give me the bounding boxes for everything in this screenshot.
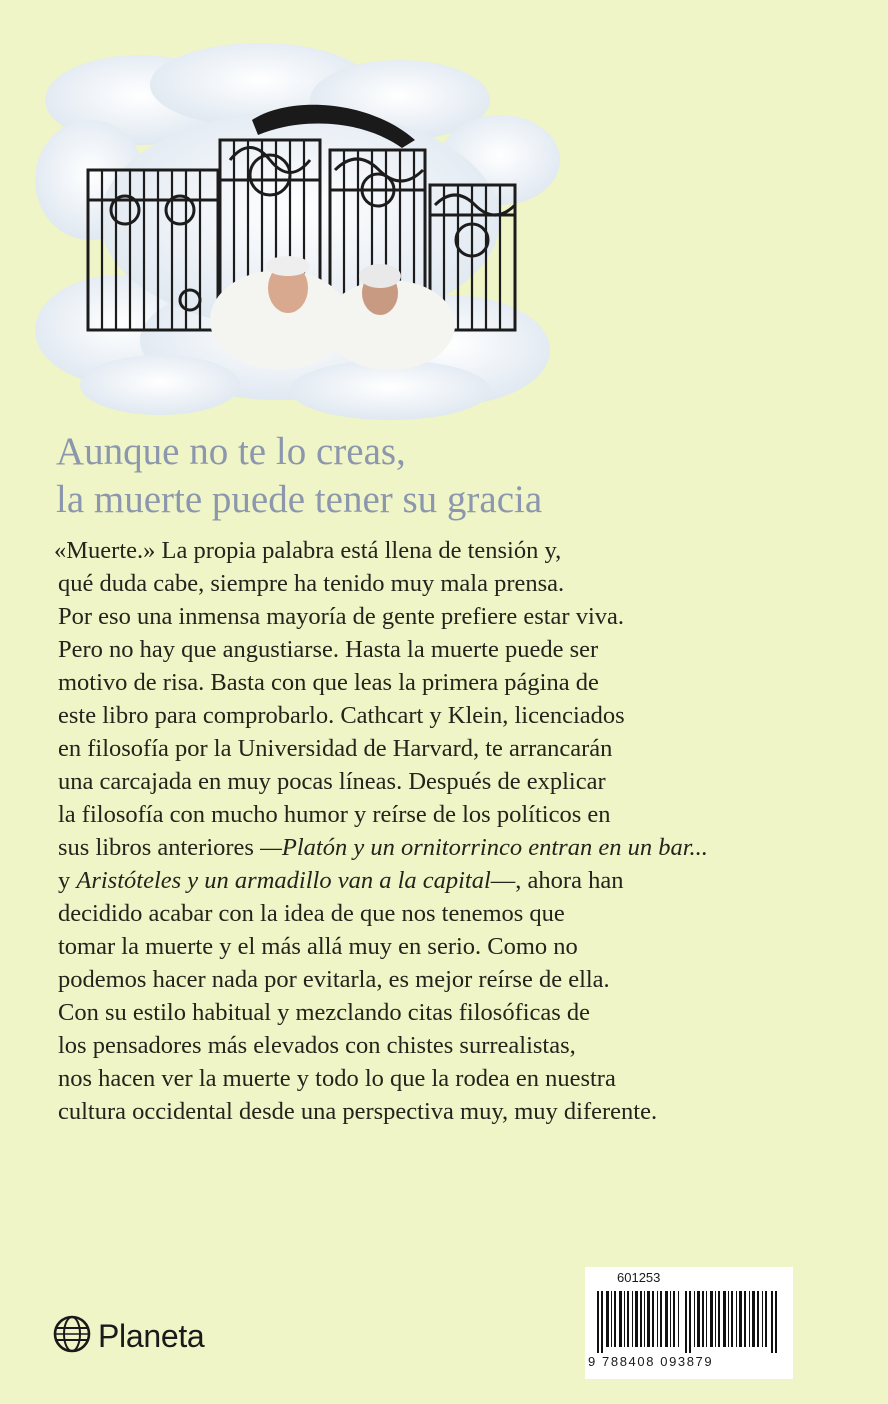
synopsis-line: Pero no hay que angustiarse. Hasta la muerte puede ser (58, 636, 599, 663)
synopsis-line: «Muerte.» La propia palabra está llena de tensión y, (54, 537, 562, 564)
book-title-platon: —Platón y un ornitorrinco entran en un bar... (260, 834, 708, 861)
barcode-bars (595, 1291, 785, 1353)
barcode-code: 601253 (617, 1270, 661, 1285)
synopsis-line: motivo de risa. Basta con que leas la primera página de (58, 669, 599, 696)
synopsis-text: —, ahora han (490, 867, 624, 894)
headline (56, 428, 836, 524)
synopsis-line: cultura occidental desde una perspectiva muy, muy diferente. (58, 1098, 658, 1125)
synopsis-line: Con su estilo habitual y mezclando citas filosóficas de (58, 999, 591, 1026)
synopsis (54, 534, 854, 1128)
synopsis-line: podemos hacer nada por evitarla, es mejor reírse de ella. (58, 966, 610, 993)
globe-icon (52, 1314, 92, 1358)
synopsis-line: en filosofía por la Universidad de Harvard, te arrancarán (58, 735, 613, 762)
synopsis-line: nos hacen ver la muerte y todo lo que la rodea en nuestra (58, 1065, 616, 1092)
synopsis-line: Por eso una inmensa mayoría de gente prefiere estar viva. (58, 603, 625, 630)
publisher-logo (52, 1314, 204, 1358)
synopsis-line: los pensadores más elevados con chistes surrealistas, (58, 1032, 576, 1059)
synopsis-text: y (58, 867, 77, 894)
barcode-digits: 9 788408 093879 (588, 1354, 714, 1369)
publisher-name: Planeta (98, 1317, 205, 1354)
synopsis-line (54, 831, 854, 864)
book-title-aristoteles: Aristóteles y un armadillo van a la capital (76, 867, 491, 894)
synopsis-line: decidido acabar con la idea de que nos tenemos que (58, 900, 565, 927)
synopsis-line: una carcajada en muy pocas líneas. Después de explicar (58, 768, 606, 795)
synopsis-line: la filosofía con mucho humor y reírse de los políticos en (58, 801, 611, 828)
headline-line-2: la muerte puede tener su gracia (56, 478, 543, 521)
synopsis-line: tomar la muerte y el más allá muy en serio. Como no (58, 933, 578, 960)
synopsis-line: este libro para comprobarlo. Cathcart y Klein, licenciados (58, 702, 625, 729)
cover-illustration (30, 40, 560, 430)
synopsis-line (54, 864, 854, 897)
headline-line-1: Aunque no te lo creas, (56, 430, 406, 473)
barcode (585, 1267, 793, 1379)
synopsis-text: sus libros anteriores (58, 834, 261, 861)
synopsis-line: qué duda cabe, siempre ha tenido muy mala prensa. (58, 570, 565, 597)
